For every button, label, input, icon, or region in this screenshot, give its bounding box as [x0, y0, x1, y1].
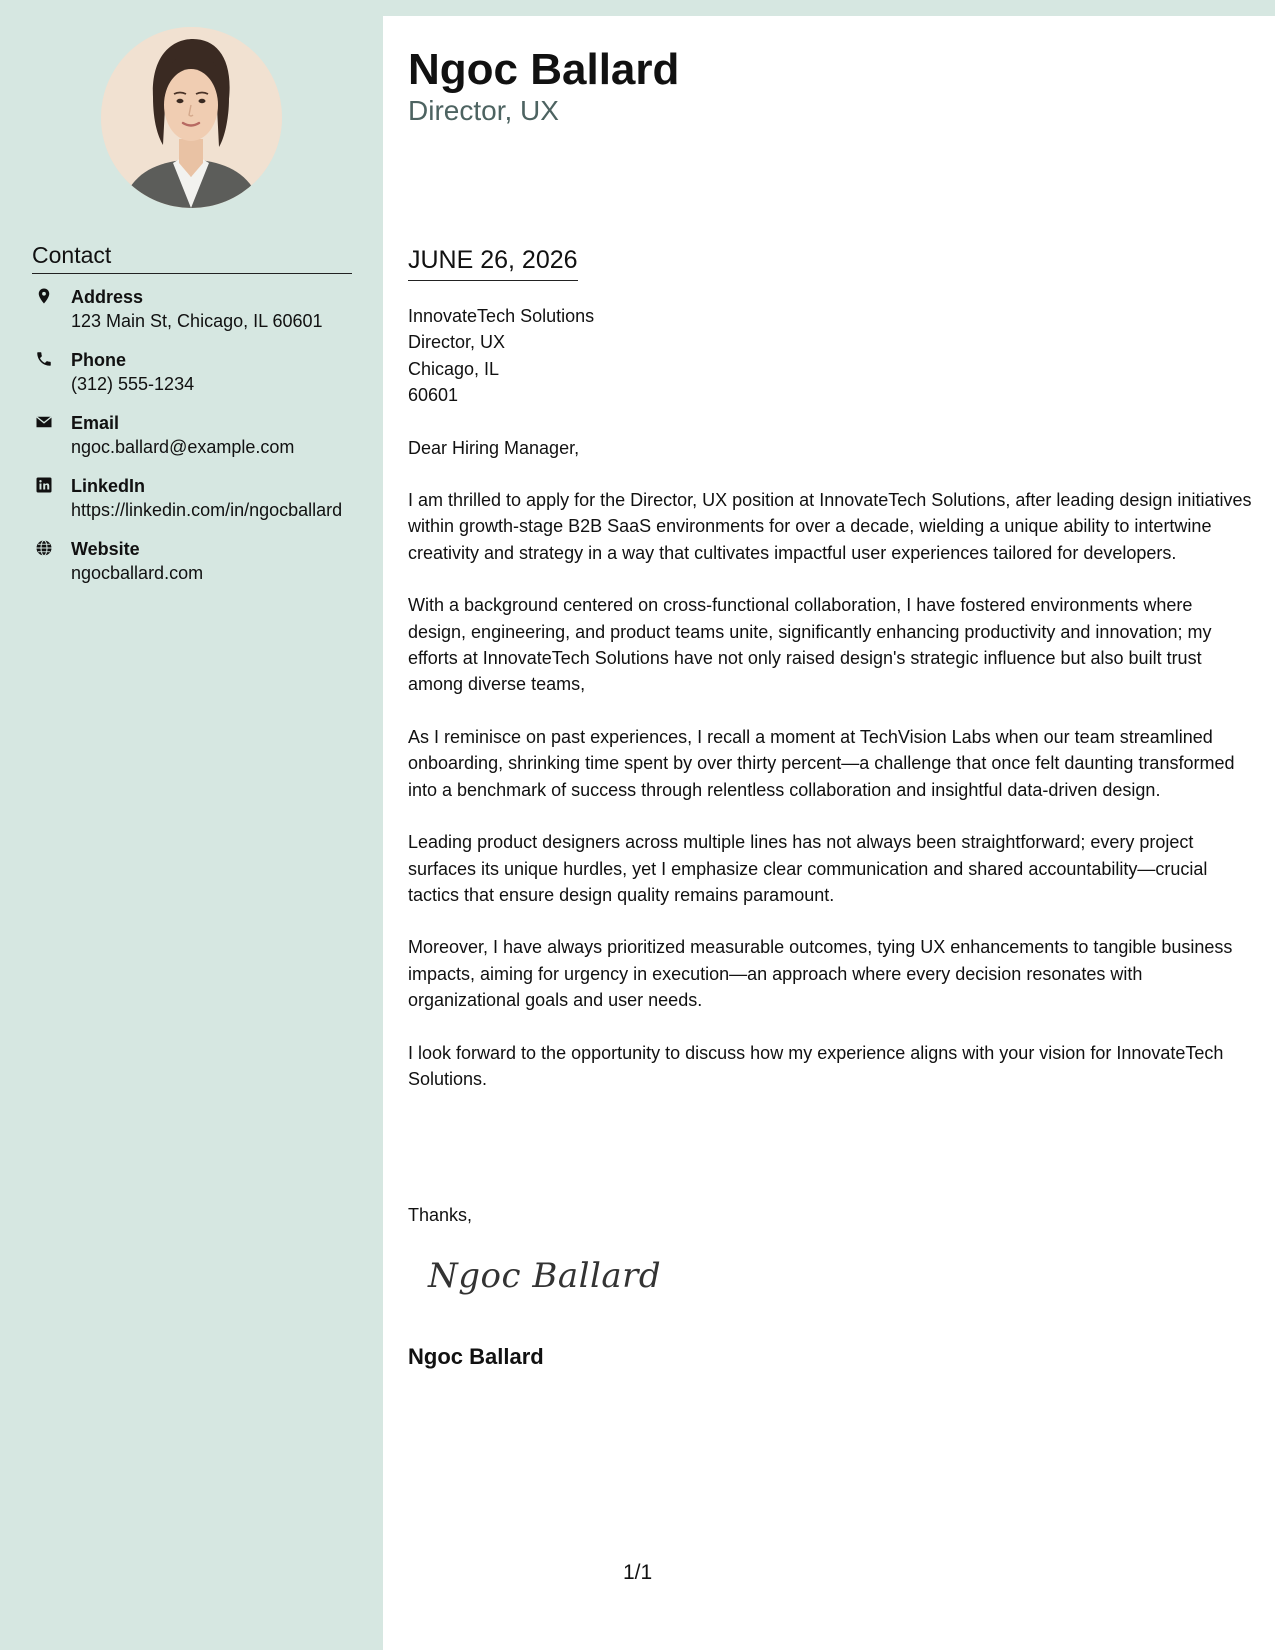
contact-heading: Contact: [32, 241, 352, 274]
signature: Ngoc Ballard: [428, 1256, 662, 1296]
closing: Thanks,: [408, 1205, 473, 1225]
contact-item-email: [32, 411, 352, 459]
phone-icon: [35, 350, 53, 368]
contact-item-linkedin: [32, 474, 352, 522]
recipient-position: Director, UX: [408, 332, 506, 353]
contact-label: Email: [71, 413, 120, 433]
page-indicator: 1/1: [623, 1561, 653, 1584]
contact-item-address: [32, 285, 352, 333]
signer-name: Ngoc Ballard: [408, 1344, 544, 1369]
sidebar: [0, 0, 383, 1650]
contact-item-phone: [32, 348, 352, 396]
contact-value: 123 Main St, Chicago, IL 60601: [71, 311, 323, 331]
contact-list: [32, 285, 352, 600]
envelope-icon: [35, 413, 53, 431]
salutation: Dear Hiring Manager,: [408, 437, 580, 458]
paragraph: I am thrilled to apply for the Director, UX position at InnovateTech Solutions, after leading design initiatives within growth-stage B2B SaaS environments for over a decade, wielding a unique ability to intertwine creativity and strategy in a way that cultivates impactful user experiences tailored for developers.: [408, 490, 1252, 563]
contact-label: Website: [71, 539, 140, 559]
paragraph: I look forward to the opportunity to discuss how my experience aligns with your vision for InnovateTech Solutions.: [408, 1042, 1224, 1089]
applicant-name: Ngoc Ballard: [408, 45, 680, 94]
contact-label: Address: [71, 287, 144, 307]
contact-value: (312) 555-1234: [71, 374, 195, 394]
paragraph: As I reminisce on past experiences, I recall a moment at TechVision Labs when our team streamlined onboarding, shrinking time spent by over thirty percent—a challenge that once felt daunting transformed into a benchmark of success through relentless collaboration and insightful data-driven design.: [408, 726, 1235, 800]
applicant-title: Director, UX: [408, 95, 559, 126]
letter-date: JUNE 26, 2026: [408, 244, 578, 281]
contact-label: Phone: [71, 350, 127, 370]
contact-label: LinkedIn: [71, 476, 146, 496]
globe-icon: [35, 539, 53, 557]
contact-value[interactable]: https://linkedin.com/in/ngocballard: [71, 500, 343, 520]
letter-body: [408, 303, 1253, 1092]
recipient-zip: 60601: [408, 385, 459, 406]
contact-value[interactable]: ngocballard.com: [71, 563, 204, 583]
paragraph: Moreover, I have always prioritized measurable outcomes, tying UX enhancements to tangible business impacts, aiming for urgency in execution—an approach where every decision resonates with organizational goals and user needs.: [408, 937, 1233, 1011]
contact-value: ngoc.ballard@example.com: [71, 437, 295, 457]
paragraph: With a background centered on cross-functional collaboration, I have fostered environments where design, engineering, and product teams unite, significantly enhancing productivity and innovation; my efforts at InnovateTech Solutions have not only raised design's strategic influence but also built trust among diverse teams,: [408, 595, 1212, 695]
linkedin-icon: [35, 476, 53, 494]
recipient-city: Chicago, IL: [408, 358, 500, 379]
location-pin-icon: [35, 287, 53, 305]
recipient-company: InnovateTech Solutions: [408, 306, 595, 326]
paragraph: Leading product designers across multiple lines has not always been straightforward; every project surfaces its unique hurdles, yet I emphasize clear communication and shared accountability—crucial tactics that ensure design quality remains paramount.: [408, 832, 1208, 905]
contact-item-website: [32, 537, 352, 585]
avatar: [101, 27, 282, 208]
letter-main: [383, 16, 1275, 1650]
recipient-block: [408, 303, 1253, 409]
